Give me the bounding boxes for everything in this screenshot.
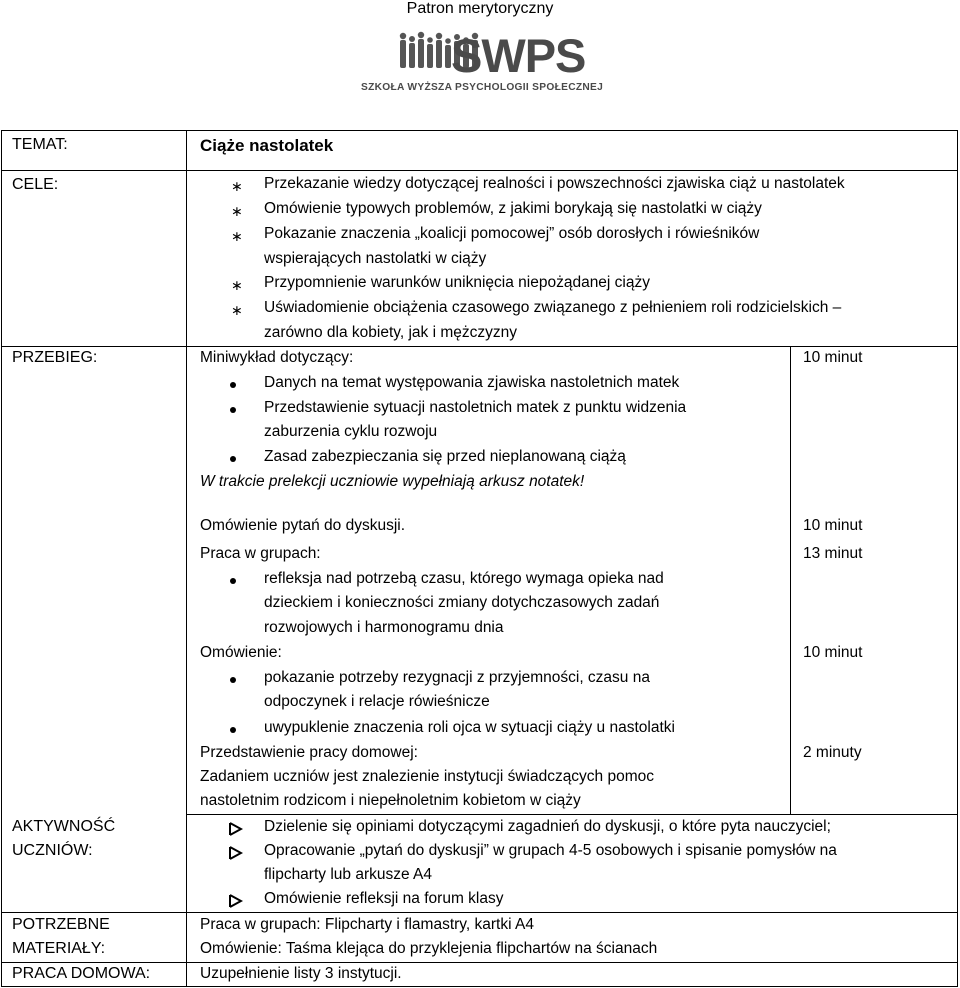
time-value: 10 minut xyxy=(803,644,863,661)
bullet-dot-icon xyxy=(230,456,236,462)
groups-bullet: rozwojowych i harmonogramu dnia xyxy=(264,619,504,636)
aktywnosc-item: Opracowanie „pytań do dyskusji” w grupach 4-5 osobowych i spisanie pomysłów na xyxy=(264,842,837,859)
cele-item: Przekazanie wiedzy dotyczącej realności i powszechności zjawiska ciąż u nastolatek xyxy=(264,175,845,192)
aktywnosc-item: Omówienie refleksji na forum klasy xyxy=(264,890,504,907)
homework-description: nastoletnim rodzicom i niepełnoletnim kobietom w ciąży xyxy=(200,792,581,809)
aktywnosc-label: UCZNIÓW: xyxy=(12,842,93,859)
cele-item: zarówno dla kobiety, jak i mężczyzny xyxy=(264,324,517,341)
bullet-dot-icon xyxy=(230,578,236,584)
bullet-dot-icon xyxy=(230,677,236,683)
homework-presentation-heading: Przedstawienie pracy domowej: xyxy=(200,744,418,761)
column-divider xyxy=(186,130,187,987)
bullet-dot-icon xyxy=(230,382,236,388)
cele-item: Omówienie typowych problemów, z jakimi borykają się nastolatki w ciąży xyxy=(264,200,762,217)
time-value: 13 minut xyxy=(803,545,863,562)
time-value: 2 minuty xyxy=(803,744,862,761)
logo-subtitle: SZKOŁA WYŻSZA PSYCHOLOGII SPOŁECZNEJ xyxy=(361,82,604,93)
materialy-label: MATERIAŁY: xyxy=(12,940,106,957)
materialy-line: Praca w grupach: Flipcharty i flamastry, kartki A4 xyxy=(200,916,534,933)
time-column-divider xyxy=(790,346,791,814)
review-bullet: odpoczynek i relacje rówieśnicze xyxy=(264,693,490,710)
przebieg-bullet: zaburzenia cyklu rozwoju xyxy=(264,423,438,440)
cele-label: CELE: xyxy=(12,176,59,193)
przebieg-bullet: Danych na temat występowania zjawiska nastoletnich matek xyxy=(264,374,680,391)
miniwyklad-heading: Miniwykład dotyczący: xyxy=(200,349,354,366)
arrow-bullet-icon xyxy=(229,894,243,908)
groups-bullet: dzieckiem i konieczności zmiany dotychczasowych zadań xyxy=(264,594,660,611)
review-bullet: pokazanie potrzeby rezygnacji z przyjemności, czasu na xyxy=(264,669,650,686)
cele-item: Uświadomienie obciążenia czasowego związanego z pełnieniem roli rodzicielskich – xyxy=(264,299,842,316)
aktywnosc-item: Dzielenie się opiniami dotyczącymi zagadnień do dyskusji, o które pyta nauczyciel; xyxy=(264,818,831,835)
groups-heading: Praca w grupach: xyxy=(200,545,321,562)
asterisk-bullet-icon: ∗ xyxy=(231,228,243,244)
praca-domowa-label: PRACA DOMOWA: xyxy=(12,965,151,982)
time-value: 10 minut xyxy=(803,517,863,534)
cele-item: Pokazanie znaczenia „koalicji pomocowej” osób dorosłych i rówieśników xyxy=(264,225,760,242)
logo-wordmark: SWPS xyxy=(451,29,586,82)
asterisk-bullet-icon: ∗ xyxy=(231,203,243,219)
aktywnosc-label: AKTYWNOŚĆ xyxy=(12,818,116,835)
asterisk-bullet-icon: ∗ xyxy=(231,302,243,318)
row-divider xyxy=(1,346,958,347)
patron-heading: Patron merytoryczny xyxy=(406,0,554,17)
asterisk-bullet-icon: ∗ xyxy=(231,277,243,293)
row-divider xyxy=(1,170,958,171)
row-divider xyxy=(186,814,958,815)
review-bullet: uwypuklenie znaczenia roli ojca w sytuacji ciąży u nastolatki xyxy=(264,719,675,736)
przebieg-label: PRZEBIEG: xyxy=(12,349,98,366)
arrow-bullet-icon xyxy=(229,822,243,836)
lecture-note: W trakcie prelekcji uczniowie wypełniają arkusz notatek! xyxy=(200,473,585,490)
praca-domowa-value: Uzupełnienie listy 3 instytucji. xyxy=(200,965,402,982)
arrow-bullet-icon xyxy=(229,846,243,860)
homework-description: Zadaniem uczniów jest znalezienie instytucji świadczących pomoc xyxy=(200,768,655,785)
bullet-dot-icon xyxy=(230,407,236,413)
materialy-line: Omówienie: Taśma klejąca do przyklejenia flipchartów na ścianach xyxy=(200,940,658,957)
aktywnosc-item: flipcharty lub arkusze A4 xyxy=(264,866,433,883)
cele-item: Przypomnienie warunków uniknięcia niepożądanej ciąży xyxy=(264,274,650,291)
temat-label: TEMAT: xyxy=(12,136,68,153)
groups-bullet: refleksja nad potrzebą czasu, którego wymaga opieka nad xyxy=(264,570,664,587)
time-value: 10 minut xyxy=(803,349,863,366)
asterisk-bullet-icon: ∗ xyxy=(231,178,243,194)
review-heading: Omówienie: xyxy=(200,644,282,661)
temat-value: Ciąże nastolatek xyxy=(200,136,334,155)
row-divider xyxy=(1,912,958,913)
discussion-heading: Omówienie pytań do dyskusji. xyxy=(200,517,406,534)
cele-item: wspierających nastolatki w ciąży xyxy=(264,250,487,267)
row-divider xyxy=(1,962,958,963)
materialy-label: POTRZEBNE xyxy=(12,916,110,933)
przebieg-bullet: Przedstawienie sytuacji nastoletnich matek z punktu widzenia xyxy=(264,399,687,416)
bullet-dot-icon xyxy=(230,727,236,733)
przebieg-bullet: Zasad zabezpieczania się przed nieplanowaną ciążą xyxy=(264,448,626,465)
